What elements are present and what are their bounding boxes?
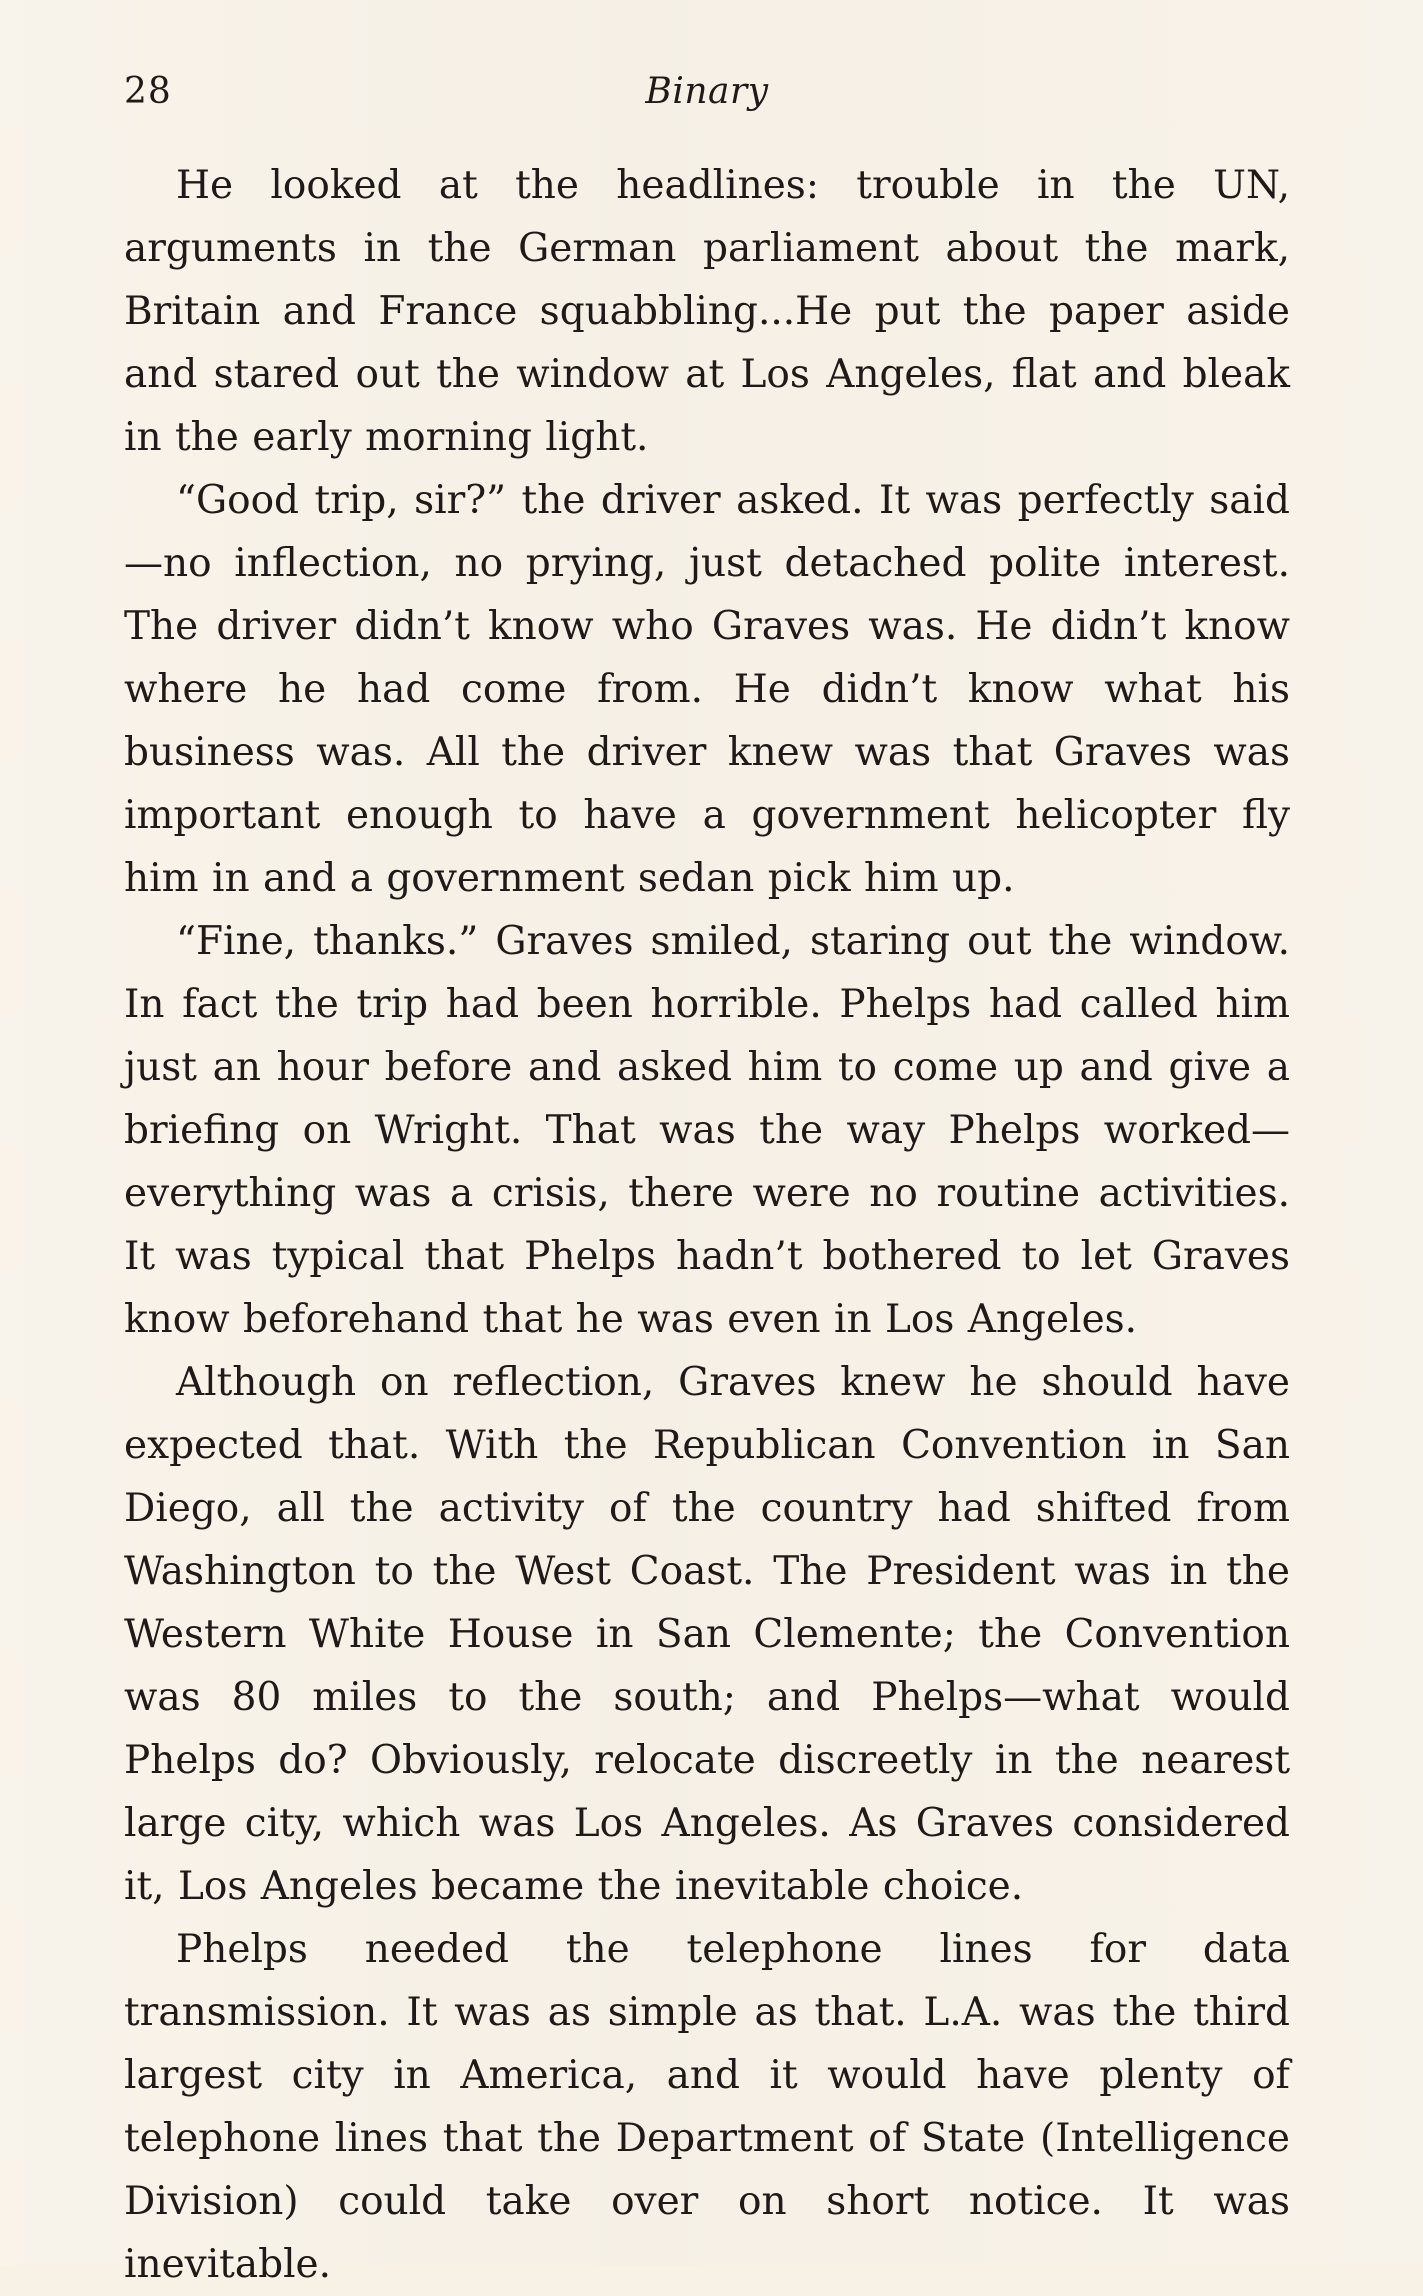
page-header <box>124 62 1290 122</box>
paragraph-2: “Good trip, sir?” the driver asked. It was perfectly said—no inflection, no prying, just detached polite interest. The driver didn’t know who Graves was. He didn’t know where he had come from. He didn’t know what his business was. All the driver knew was that Graves was important enough to have a government helicopter fly him in and a government sedan pick him up. <box>124 478 1290 901</box>
paragraph-4: Although on reflection, Graves knew he should have expected that. With the Republican Convention in San Diego, all the activity of the country had shifted from Washington to the West Coast. The President was in the Western White House in San Clemente; the Convention was 80 miles to the south; and Phelps—what would Phelps do? Obviously, relocate discreetly in the nearest large city, which was Los Angeles. As Graves considered it, Los Angeles became the inevitable choice. <box>124 1360 1290 1909</box>
paragraph-3: “Fine, thanks.” Graves smiled, staring out the window. In fact the trip had been horrible. Phelps had called him just an hour before and asked him to come up and give a briefing on Wright. That was the way Phelps worked—everything was a crisis, there were no routine activities. It was typical that Phelps hadn’t bothered to let Graves know beforehand that he was even in Los Angeles. <box>124 919 1290 1342</box>
body-text <box>124 154 1290 2296</box>
paragraph-1: He looked at the headlines: trouble in the UN, arguments in the German parliament about the mark, Britain and France squabbling...He put the paper aside and stared out the window at Los Angeles, flat and bleak in the early morning light. <box>124 163 1290 460</box>
paragraph-5: Phelps needed the telephone lines for data transmission. It was as simple as that. L.A. was the third largest city in America, and it would have plenty of telephone lines that the Department of State (Intelligence Division) could take over on short notice. It was inevitable. <box>124 1927 1290 2287</box>
running-title: Binary <box>645 71 769 112</box>
page-number: 28 <box>124 71 172 112</box>
